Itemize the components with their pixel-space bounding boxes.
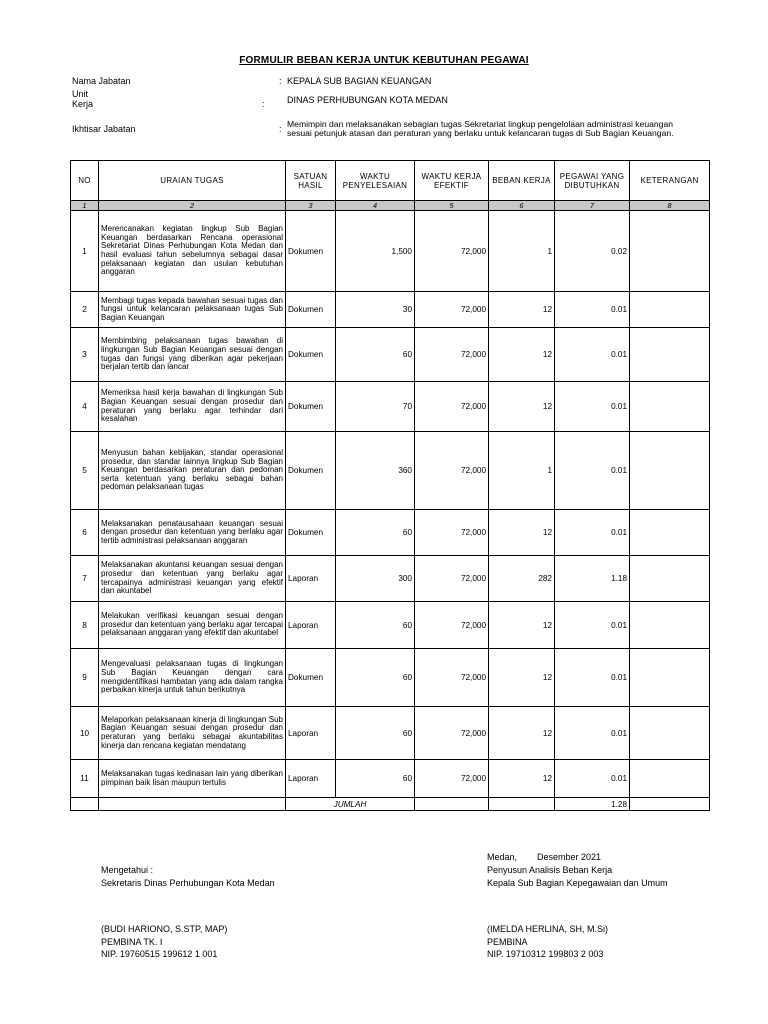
row-beban: 1 xyxy=(489,432,555,510)
sign-right-nip: NIP. 19710312 199803 2 003 xyxy=(487,949,604,959)
sign-right-line1: Penyusun Analisis Beban Kerja xyxy=(487,865,613,875)
sign-right-name: (IMELDA HERLINA, SH, M.Si) xyxy=(487,924,609,934)
row-task: Melakukan verifikasi keuangan sesuai dengan prosedur dan ketentuan yang berlaku agar tercapai pelaksanaan anggaran yang efektif dan akuntabel xyxy=(99,602,286,649)
row-beban: 12 xyxy=(489,602,555,649)
row-task: Memeriksa hasil kerja bawahan di lingkungan Sub Bagian Keuangan sesuai dengan prosedur dan peraturan yang berlaku agar terhindar dari kesalahan xyxy=(99,382,286,432)
total-empty xyxy=(630,798,710,811)
ikhtisar-value-2: sesuai petunjuk atasan dan peraturan yang berlaku untuk kelancaran tugas di Sub Bagian Keuangan. xyxy=(287,128,674,138)
row-keterangan xyxy=(630,649,710,707)
table-row xyxy=(71,328,710,382)
row-satuan: Dokumen xyxy=(286,292,336,328)
row-pegawai: 0.01 xyxy=(555,760,630,798)
row-keterangan xyxy=(630,760,710,798)
table-row xyxy=(71,649,710,707)
row-pegawai: 0.01 xyxy=(555,602,630,649)
ikhtisar-value-1: Memimpin dan melaksanakan sebagian tugas Sekretariat lingkup pengelolaan administrasi keuangan xyxy=(287,119,674,129)
row-task: Menyusun bahan kebijakan, standar operasional prosedur, dan standar lainnya lingkup Sub Bagian Keuangan berdasarkan peraturan dan pedoman serta ketentuan yang berlaku sebagai bahan pedoman pelaksanaan tugas xyxy=(99,432,286,510)
header-beban-kerja: BEBAN KERJA xyxy=(489,161,555,201)
row-pegawai: 0.01 xyxy=(555,649,630,707)
sign-place: Medan, xyxy=(487,852,518,862)
sign-right-line2: Kepala Sub Bagian Kepegawaian dan Umum xyxy=(487,878,668,888)
row-no: 6 xyxy=(71,510,99,556)
row-keterangan xyxy=(630,510,710,556)
row-beban: 12 xyxy=(489,707,555,760)
total-empty xyxy=(415,798,489,811)
row-keterangan xyxy=(630,707,710,760)
row-waktu: 60 xyxy=(336,760,415,798)
header-waktu-penyelesaian: WAKTU PENYELESAIAN xyxy=(336,161,415,201)
row-satuan: Dokumen xyxy=(286,649,336,707)
row-keterangan xyxy=(630,432,710,510)
ikhtisar-colon: : xyxy=(279,124,282,134)
header-pegawai-dibutuhkan: PEGAWAI YANG DIBUTUHKAN xyxy=(555,161,630,201)
table-row xyxy=(71,292,710,328)
col-number: 7 xyxy=(555,201,630,211)
row-task: Membagi tugas kepada bawahan sesuai tugas dan fungsi untuk kelancaran pelaksanaan tugas Sub Bagian Keuangan xyxy=(99,292,286,328)
table-row xyxy=(71,510,710,556)
row-no: 4 xyxy=(71,382,99,432)
row-efektif: 72,000 xyxy=(415,760,489,798)
header-no: NO xyxy=(71,161,99,201)
row-pegawai: 0.01 xyxy=(555,510,630,556)
header-keterangan: KETERANGAN xyxy=(630,161,710,201)
row-no: 5 xyxy=(71,432,99,510)
task-rows xyxy=(71,211,710,811)
sign-left-nip: NIP. 19760515 199612 1 001 xyxy=(101,949,218,959)
row-waktu: 70 xyxy=(336,382,415,432)
row-task: Mengevaluasi pelaksanaan tugas di lingkungan Sub Bagian Keuangan dengan cara mengidentifikasi hambatan yang ada dalam rangka perbaikan kinerja untuk tahun berikutnya xyxy=(99,649,286,707)
header-uraian-tugas: URAIAN TUGAS xyxy=(99,161,286,201)
row-keterangan xyxy=(630,556,710,602)
row-no: 3 xyxy=(71,328,99,382)
row-task: Membimbing pelaksanaan tugas bawahan di lingkungan Sub Bagian Keuangan sesuai dengan tugas dan fungsi yang diberikan agar pekerjaan berjalan tertib dan lancar xyxy=(99,328,286,382)
unit-label-1: Unit xyxy=(72,89,89,99)
form-title: FORMULIR BEBAN KERJA UNTUK KEBUTUHAN PEGAWAI xyxy=(239,55,529,66)
table-row xyxy=(71,760,710,798)
row-task: Melaksanakan penatausahaan keuangan sesuai dengan prosedur dan ketentuan yang berlaku agar tertib administrasi pelaksanaan anggaran xyxy=(99,510,286,556)
col-number: 3 xyxy=(286,201,336,211)
row-pegawai: 0.02 xyxy=(555,211,630,292)
row-no: 2 xyxy=(71,292,99,328)
table-row xyxy=(71,602,710,649)
row-no: 11 xyxy=(71,760,99,798)
row-satuan: Dokumen xyxy=(286,432,336,510)
row-task: Merencanakan kegiatan lingkup Sub Bagian Keuangan berdasarkan Rencana operasional Sekretariat Dinas Perhubungan Kota Medan dan hasil evaluasi tahun sebelumnya sebagai dasar pelaksanaan kegiatan dan usulan kebutuhan anggaran xyxy=(99,211,286,292)
unit-colon: : xyxy=(262,99,265,109)
row-keterangan xyxy=(630,211,710,292)
row-no: 7 xyxy=(71,556,99,602)
row-waktu: 30 xyxy=(336,292,415,328)
row-waktu: 60 xyxy=(336,602,415,649)
nama-jabatan-value: KEPALA SUB BAGIAN KEUANGAN xyxy=(287,76,432,86)
column-number-row xyxy=(71,201,710,211)
total-empty xyxy=(71,798,99,811)
row-task: Melaporkan pelaksanaan kinerja di lingkungan Sub Bagian Keuangan sesuai dengan prosedur dan peraturan yang berlaku sebagai akuntabilitas kinerja dan rencana kegiatan mendatang xyxy=(99,707,286,760)
row-pegawai: 0.01 xyxy=(555,292,630,328)
row-pegawai: 0.01 xyxy=(555,328,630,382)
row-efektif: 72,000 xyxy=(415,510,489,556)
table-row xyxy=(71,211,710,292)
row-efektif: 72,000 xyxy=(415,382,489,432)
row-beban: 12 xyxy=(489,760,555,798)
total-value: 1.28 xyxy=(555,798,630,811)
total-empty xyxy=(489,798,555,811)
col-number: 6 xyxy=(489,201,555,211)
sign-left-rank: PEMBINA TK. I xyxy=(101,937,163,947)
sign-left-name: (BUDI HARIONO, S.STP, MAP) xyxy=(101,924,228,934)
total-row xyxy=(71,798,710,811)
row-pegawai: 1.18 xyxy=(555,556,630,602)
row-no: 9 xyxy=(71,649,99,707)
row-satuan: Dokumen xyxy=(286,510,336,556)
row-beban: 12 xyxy=(489,382,555,432)
row-satuan: Laporan xyxy=(286,556,336,602)
row-pegawai: 0.01 xyxy=(555,432,630,510)
row-waktu: 1,500 xyxy=(336,211,415,292)
total-label: JUMLAH xyxy=(286,798,415,811)
row-beban: 282 xyxy=(489,556,555,602)
table-row xyxy=(71,556,710,602)
row-beban: 12 xyxy=(489,510,555,556)
row-keterangan xyxy=(630,328,710,382)
sign-right-rank: PEMBINA xyxy=(487,937,528,947)
nama-jabatan-label: Nama Jabatan xyxy=(72,76,131,86)
row-satuan: Dokumen xyxy=(286,382,336,432)
ikhtisar-label: Ikhtisar Jabatan xyxy=(72,124,136,134)
header-satuan-hasil: SATUAN HASIL xyxy=(286,161,336,201)
header-waktu-kerja-efektif: WAKTU KERJA EFEKTIF xyxy=(415,161,489,201)
col-number: 4 xyxy=(336,201,415,211)
row-beban: 12 xyxy=(489,292,555,328)
row-efektif: 72,000 xyxy=(415,556,489,602)
workload-table xyxy=(70,160,710,811)
row-beban: 1 xyxy=(489,211,555,292)
total-empty xyxy=(99,798,286,811)
row-efektif: 72,000 xyxy=(415,649,489,707)
col-number: 8 xyxy=(630,201,710,211)
row-pegawai: 0.01 xyxy=(555,707,630,760)
sign-date: Desember 2021 xyxy=(537,852,602,862)
row-beban: 12 xyxy=(489,649,555,707)
row-satuan: Laporan xyxy=(286,707,336,760)
row-keterangan xyxy=(630,602,710,649)
row-keterangan xyxy=(630,292,710,328)
row-beban: 12 xyxy=(489,328,555,382)
row-efektif: 72,000 xyxy=(415,328,489,382)
row-efektif: 72,000 xyxy=(415,432,489,510)
row-waktu: 60 xyxy=(336,328,415,382)
col-number: 5 xyxy=(415,201,489,211)
row-efektif: 72,000 xyxy=(415,292,489,328)
unit-value: DINAS PERHUBUNGAN KOTA MEDAN xyxy=(287,95,448,105)
sign-left-line2: Sekretaris Dinas Perhubungan Kota Medan xyxy=(101,878,275,888)
row-pegawai: 0.01 xyxy=(555,382,630,432)
row-satuan: Laporan xyxy=(286,602,336,649)
row-no: 1 xyxy=(71,211,99,292)
row-efektif: 72,000 xyxy=(415,602,489,649)
row-keterangan xyxy=(630,382,710,432)
row-waktu: 300 xyxy=(336,556,415,602)
row-no: 8 xyxy=(71,602,99,649)
row-waktu: 60 xyxy=(336,510,415,556)
table-row xyxy=(71,707,710,760)
row-waktu: 60 xyxy=(336,707,415,760)
row-task: Melaksanakan akuntansi keuangan sesuai dengan prosedur dan ketentuan yang berlaku agar tercapainya administrasi keuangan yang efektif dan akuntabel xyxy=(99,556,286,602)
table-row xyxy=(71,432,710,510)
unit-label-2: Kerja xyxy=(72,99,94,109)
nama-jabatan-colon: : xyxy=(279,76,282,86)
row-waktu: 360 xyxy=(336,432,415,510)
table-row xyxy=(71,382,710,432)
row-satuan: Dokumen xyxy=(286,211,336,292)
row-waktu: 60 xyxy=(336,649,415,707)
col-number: 2 xyxy=(99,201,286,211)
row-satuan: Dokumen xyxy=(286,328,336,382)
row-no: 10 xyxy=(71,707,99,760)
sign-left-line1: Mengetahui : xyxy=(101,865,154,875)
row-satuan: Laporan xyxy=(286,760,336,798)
row-efektif: 72,000 xyxy=(415,211,489,292)
col-number: 1 xyxy=(71,201,99,211)
row-task: Melaksanakan tugas kedinasan lain yang diberikan pimpinan baik lisan maupun tertulis xyxy=(99,760,286,798)
row-efektif: 72,000 xyxy=(415,707,489,760)
